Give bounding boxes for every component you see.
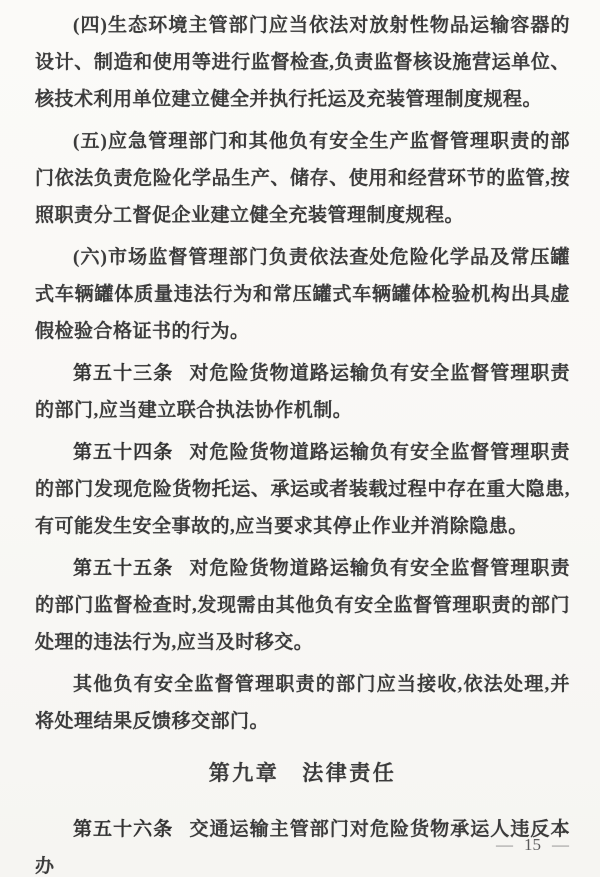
- paragraph-item-4: (四)生态环境主管部门应当依法对放射性物品运输容器的设计、制造和使用等进行监督检查,负责监督核设施营运单位、核技术利用单位建立健全并执行托运及充装管理制度规程。: [35, 15, 570, 110]
- footer-dash-right: —: [552, 835, 569, 854]
- paragraph-transfer-handling: 其他负有安全监督管理职责的部门应当接收,依法处理,并将处理结果反馈移交部门。: [35, 674, 570, 732]
- article-56-label: 第五十六条: [73, 819, 174, 840]
- article-55-text: 对危险货物道路运输负有安全监督管理职责的部门监督检查时,发现需由其他负有安全监督管理职责的部门处理的违法行为,应当及时移交。: [35, 558, 570, 653]
- footer-dash-left: —: [496, 835, 513, 854]
- page-number-footer: [496, 835, 569, 855]
- article-56-text: 交通运输主管部门对危险货物承运人违反本办: [35, 819, 570, 877]
- article-53-paragraph: [35, 355, 570, 429]
- page-number: 15: [524, 835, 541, 854]
- article-54-label: 第五十四条: [73, 442, 174, 463]
- article-54-paragraph: [35, 434, 570, 545]
- chapter-number: 第九章: [208, 762, 280, 785]
- paragraph-item-6: (六)市场监督管理部门负责依法查处危险化学品及常压罐式车辆罐体质量违法行为和常压罐式车辆罐体检验机构出具虚假检验合格证书的行为。: [35, 247, 570, 342]
- article-56-paragraph: [35, 811, 570, 877]
- article-53-label: 第五十三条: [73, 363, 174, 384]
- article-53-text: 对危险货物道路运输负有安全监督管理职责的部门,应当建立联合执法协作机制。: [35, 363, 570, 421]
- chapter-heading: [35, 755, 570, 792]
- paragraph-item-5: (五)应急管理部门和其他负有安全生产监督管理职责的部门依法负责危险化学品生产、储存、使用和经营环节的监管,按照职责分工督促企业建立健全充装管理制度规程。: [35, 131, 570, 226]
- article-55-label: 第五十五条: [73, 558, 174, 579]
- article-54-text: 对危险货物道路运输负有安全监督管理职责的部门发现危险货物托运、承运或者装载过程中存在重大隐患,有可能发生安全事故的,应当要求其停止作业并消除隐患。: [35, 442, 570, 537]
- article-55-paragraph: [35, 550, 570, 661]
- chapter-title: 法律责任: [302, 762, 397, 785]
